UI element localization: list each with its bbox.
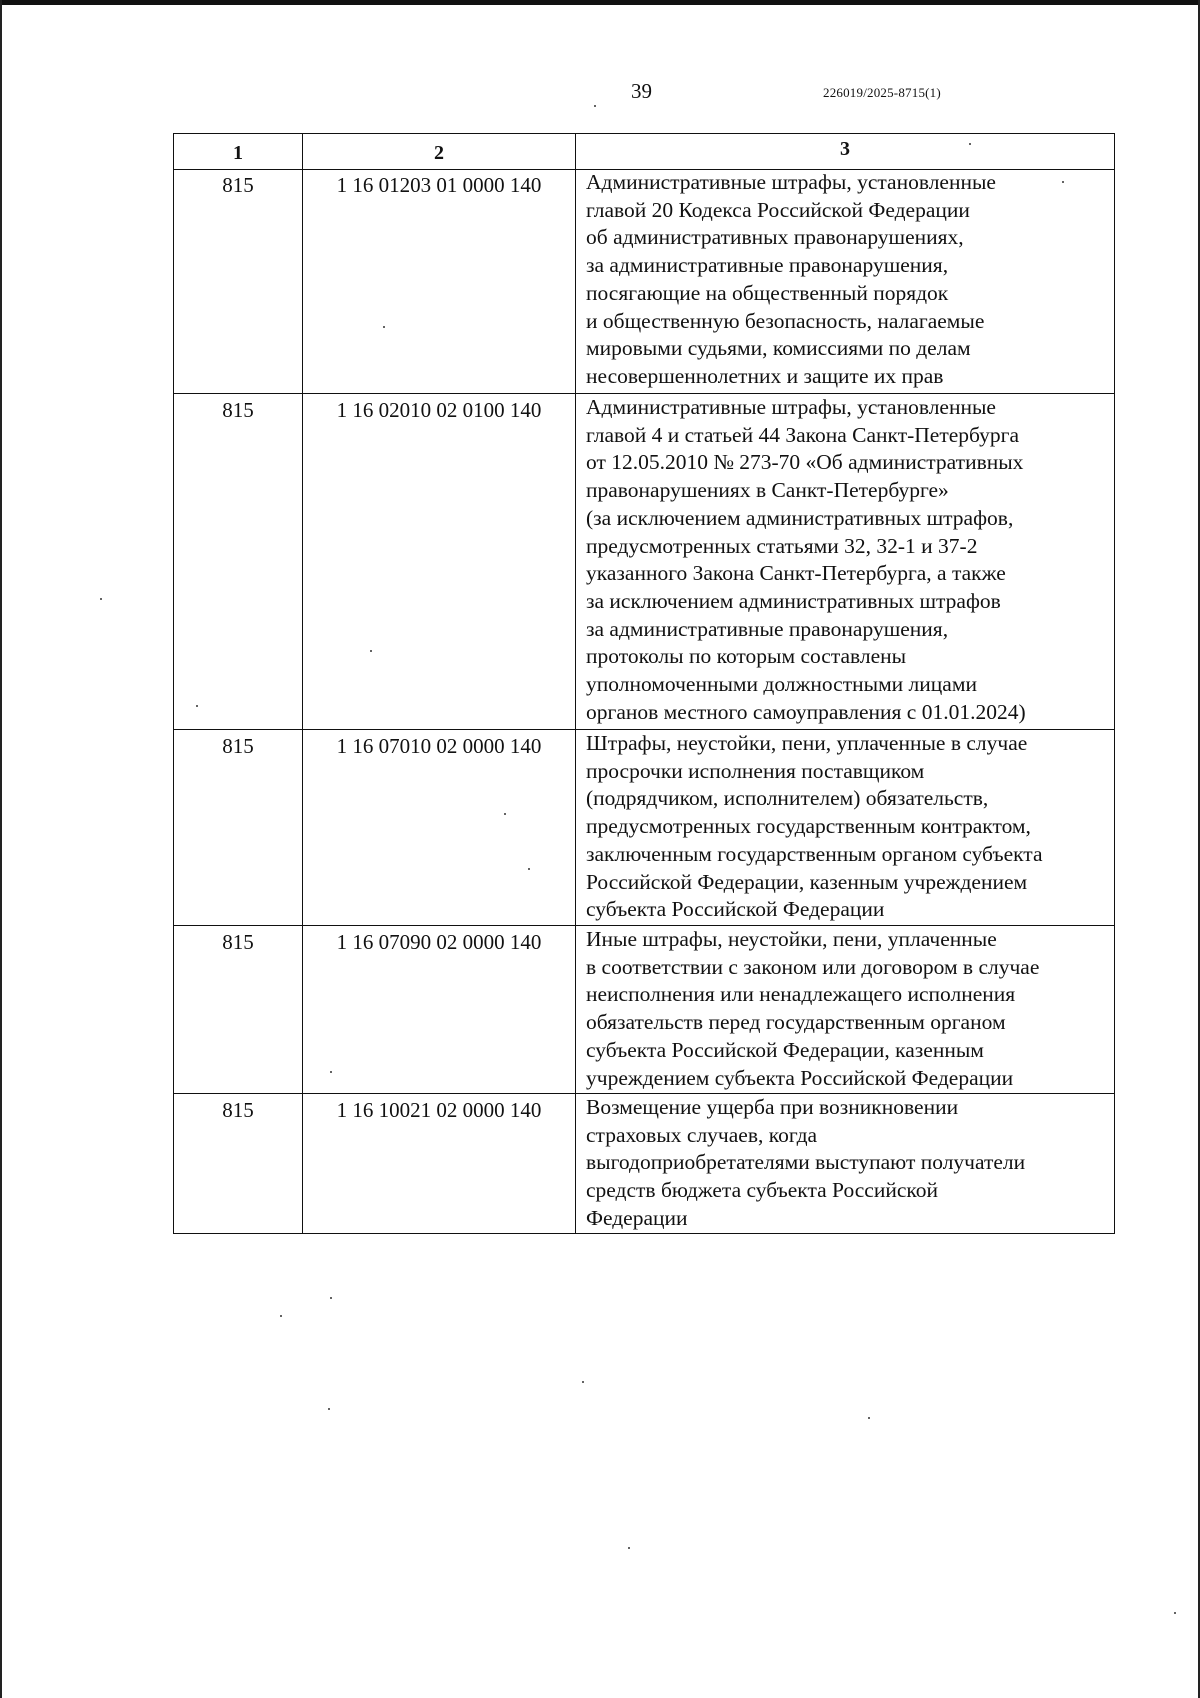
description-line: от 12.05.2010 № 273-70 «Об административных — [586, 450, 1024, 475]
description-line: об административных правонарушениях, — [586, 225, 964, 250]
budget-code-cell: 1 16 02010 02 0100 140 — [303, 393, 576, 729]
table-row — [173, 925, 1115, 1094]
scan-speck — [1174, 1612, 1176, 1614]
scan-speck — [328, 1408, 330, 1410]
header-col-3: 3 — [840, 138, 850, 160]
header-col-2: 2 — [303, 134, 576, 169]
table-row — [173, 168, 1115, 394]
description-line: органов местного самоуправления с 01.01.2024) — [586, 699, 1026, 724]
description-line: средств бюджета субъекта Российской — [586, 1178, 938, 1203]
table-header-row — [173, 133, 1115, 170]
scan-speck — [628, 1547, 630, 1549]
document-reference: 226019/2025-8715(1) — [823, 85, 941, 100]
description-line: за административные правонарушения, — [586, 616, 949, 641]
description-line: и общественную безопасность, налагаемые — [586, 308, 985, 333]
description-line: заключенным государственным органом субъекта — [586, 841, 1043, 866]
budget-code-cell: 1 16 01203 01 0000 140 — [303, 168, 576, 393]
scan-speck — [383, 326, 385, 328]
description-cell — [576, 168, 1114, 393]
budget-code-cell: 1 16 07090 02 0000 140 — [303, 925, 576, 1093]
description-cell — [576, 393, 1114, 729]
description-line: Административные штрафы, установленные — [586, 170, 996, 194]
table-row — [173, 393, 1115, 730]
description-line: Административные штрафы, установленные — [586, 395, 996, 419]
header-col-1: 1 — [174, 134, 303, 169]
description-line: правонарушениях в Санкт-Петербурге» — [586, 478, 949, 503]
row-number-cell: 815 — [174, 393, 303, 729]
description-line: предусмотренных статьями 32, 32-1 и 37-2 — [586, 533, 978, 558]
table-row — [173, 1093, 1115, 1234]
scan-speck — [330, 1071, 332, 1073]
scan-speck — [280, 1315, 282, 1317]
row-number-cell: 815 — [174, 925, 303, 1093]
description-line: Федерации — [586, 1205, 688, 1230]
page-number: 39 — [631, 79, 652, 103]
description-line: главой 20 Кодекса Российской Федерации — [586, 197, 970, 222]
description-line: в соответствии с законом или договором в случае — [586, 954, 1040, 979]
budget-code-cell: 1 16 07010 02 0000 140 — [303, 729, 576, 925]
scan-speck — [594, 105, 596, 107]
description-line: посягающие на общественный порядок — [586, 280, 949, 305]
description-line: Иные штрафы, неустойки, пени, уплаченные — [586, 927, 997, 951]
description-line: выгодоприобретателями выступают получатели — [586, 1150, 1026, 1175]
scan-speck — [330, 1297, 332, 1299]
scan-speck — [582, 1381, 584, 1383]
description-line: мировыми судьями, комиссиями по делам — [586, 336, 971, 361]
description-line: субъекта Российской Федерации — [586, 897, 885, 922]
table-row — [173, 729, 1115, 926]
description-line: главой 4 и статьей 44 Закона Санкт-Петербурга — [586, 422, 1020, 447]
description-line: Возмещение ущерба при возникновении — [586, 1095, 959, 1119]
description-line: просрочки исполнения поставщиком — [586, 758, 925, 783]
description-line: Штрафы, неустойки, пени, уплаченные в случае — [586, 731, 1028, 755]
scan-speck — [100, 598, 102, 600]
description-cell — [576, 729, 1114, 925]
row-number-cell: 815 — [174, 729, 303, 925]
budget-code-cell: 1 16 10021 02 0000 140 — [303, 1093, 576, 1233]
description-line: субъекта Российской Федерации, казенным — [586, 1037, 984, 1062]
description-line: уполномоченными должностными лицами — [586, 672, 977, 697]
scan-speck — [504, 813, 506, 815]
row-number-cell: 815 — [174, 168, 303, 393]
description-line: за административные правонарушения, — [586, 253, 949, 278]
scan-speck — [528, 868, 530, 870]
description-line: Российской Федерации, казенным учреждением — [586, 869, 1028, 894]
description-line: (за исключением административных штрафов, — [586, 505, 1014, 530]
scan-speck — [370, 650, 372, 652]
scan-speck — [868, 1417, 870, 1419]
description-line: страховых случаев, когда — [586, 1122, 818, 1147]
description-line: указанного Закона Санкт-Петербурга, а также — [586, 561, 1006, 586]
description-line: (подрядчиком, исполнителем) обязательств, — [586, 786, 989, 811]
scan-speck — [969, 143, 971, 145]
description-line: учреждением субъекта Российской Федерации — [586, 1065, 1014, 1090]
description-cell — [576, 1093, 1114, 1233]
row-number-cell: 815 — [174, 1093, 303, 1233]
scan-speck — [196, 705, 198, 707]
description-line: протоколы по которым составлены — [586, 644, 907, 669]
scan-border-left — [0, 0, 2, 1698]
description-cell — [576, 925, 1114, 1093]
scan-border-top — [0, 0, 1200, 5]
description-line: неисполнения или ненадлежащего исполнения — [586, 982, 1016, 1007]
description-line: несовершеннолетних и защите их прав — [586, 363, 944, 388]
description-line: за исключением административных штрафов — [586, 588, 1001, 613]
scan-speck — [1062, 181, 1064, 183]
description-line: предусмотренных государственным контрактом, — [586, 814, 1031, 839]
description-line: обязательств перед государственным органом — [586, 1010, 1006, 1035]
